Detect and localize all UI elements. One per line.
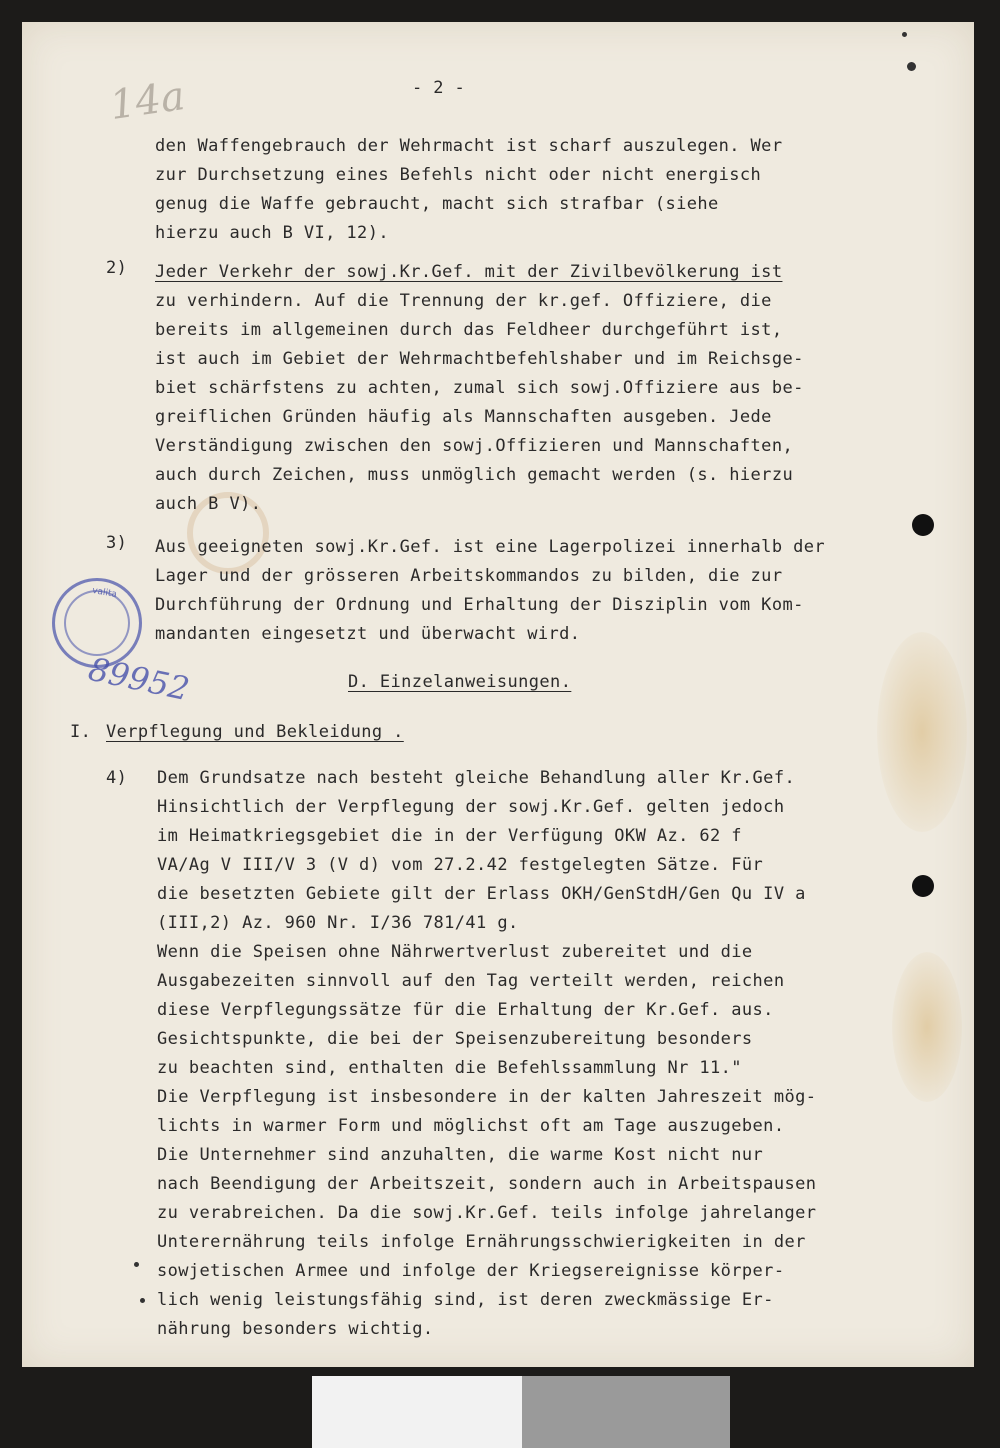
text-line: Gesichtspunkte, die bei der Speisenzubereitung besonders [157,1029,753,1049]
text-line: lich wenig leistungsfähig sind, ist deren zweckmässige Er- [157,1290,774,1310]
text-line: genug die Waffe gebraucht, macht sich strafbar (siehe [155,194,719,214]
text-line: Aus geeigneten sowj.Kr.Gef. ist eine Lagerpolizei innerhalb der [155,537,825,557]
text-line: mandanten eingesetzt und überwacht wird. [155,624,581,644]
text-line: zu verabreichen. Da die sowj.Kr.Gef. teils infolge jahrelanger [157,1203,817,1223]
paragraph-intro [155,132,782,248]
text-line: nach Beendigung der Arbeitszeit, sondern auch in Arbeitspausen [157,1174,817,1194]
stamp-text: valita [91,585,118,601]
text-line: Hinsichtlich der Verpflegung der sowj.Kr.Gef. gelten jedoch [157,797,785,817]
text-line: Verständigung zwischen den sowj.Offizieren und Mannschaften, [155,436,794,456]
text-line: diese Verpflegungssätze für die Erhaltung der Kr.Gef. aus. [157,1000,774,1020]
text-line: ist auch im Gebiet der Wehrmachtbefehlshaber und im Reichsge- [155,349,804,369]
page-number: - 2 - [412,78,466,98]
text-line: (III,2) Az. 960 Nr. I/36 781/41 g. [157,913,519,933]
speck [902,32,907,37]
section-heading: D. Einzelanweisungen. [348,672,572,692]
archive-number: 89952 [85,649,193,709]
text-line: den Waffengebrauch der Wehrmacht ist scharf auszulegen. Wer [155,136,783,156]
calibration-white [312,1376,522,1448]
text-line: auch durch Zeichen, muss unmöglich gemacht werden (s. hierzu [155,465,794,485]
text-line: Wenn die Speisen ohne Nährwertverlust zubereitet und die [157,942,753,962]
text-line: auch B V). [155,494,262,514]
text-line: Ausgabezeiten sinnvoll auf den Tag verteilt werden, reichen [157,971,785,991]
text-line: Lager und der grösseren Arbeitskommandos zu bilden, die zur [155,566,783,586]
item-2-text [155,258,804,519]
text-line: Die Verpflegung ist insbesondere in der kalten Jahreszeit mög- [157,1087,817,1107]
water-stain [877,632,967,832]
text-line: bereits im allgemeinen durch das Feldheer durchgeführt ist, [155,320,783,340]
text-line: nährung besonders wichtig. [157,1319,434,1339]
item-4-number: 4) [106,768,128,788]
item-2-number: 2) [106,258,128,278]
text-line: im Heimatkriegsgebiet die in der Verfügung OKW Az. 62 f [157,826,742,846]
speck [907,62,916,71]
speck [140,1298,145,1303]
text-line: Dem Grundsatze nach besteht gleiche Behandlung aller Kr.Gef. [157,768,796,788]
calibration-gray [522,1376,730,1448]
text-line: die besetzten Gebiete gilt der Erlass OKH/GenStdH/Gen Qu IV a [157,884,806,904]
punch-hole [912,514,934,536]
text-line: greiflichen Gründen häufig als Mannschaften ausgeben. Jede [155,407,772,427]
speck [134,1262,139,1267]
subsection-title: Verpflegung und Bekleidung . [106,722,404,742]
text-line: Die Unternehmer sind anzuhalten, die warme Kost nicht nur [157,1145,764,1165]
text-line: lichts in warmer Form und möglichst oft am Tage auszugeben. [157,1116,785,1136]
text-line: zu verhindern. Auf die Trennung der kr.gef. Offiziere, die [155,291,772,311]
item-3-text [155,533,825,649]
item-4-text [157,764,816,1344]
item-3-number: 3) [106,533,128,553]
text-line: VA/Ag V III/V 3 (V d) vom 27.2.42 festgelegten Sätze. Für [157,855,764,875]
water-stain [892,952,962,1102]
text-line: zu beachten sind, enthalten die Befehlssammlung Nr 11." [157,1058,742,1078]
punch-hole [912,875,934,897]
text-line: Durchführung der Ordnung und Erhaltung der Disziplin vom Kom- [155,595,804,615]
pencil-annotation: 14a [107,73,188,129]
text-line: Jeder Verkehr der sowj.Kr.Gef. mit der Zivilbevölkerung ist [155,262,783,282]
subsection-number: I. [70,722,92,742]
text-line: sowjetischen Armee und infolge der Kriegsereignisse körper- [157,1261,785,1281]
text-line: biet schärfstens zu achten, zumal sich sowj.Offiziere aus be- [155,378,804,398]
text-line: zur Durchsetzung eines Befehls nicht oder nicht energisch [155,165,762,185]
text-line: hierzu auch B VI, 12). [155,223,389,243]
text-line: Unterernährung teils infolge Ernährungsschwierigkeiten in der [157,1232,806,1252]
